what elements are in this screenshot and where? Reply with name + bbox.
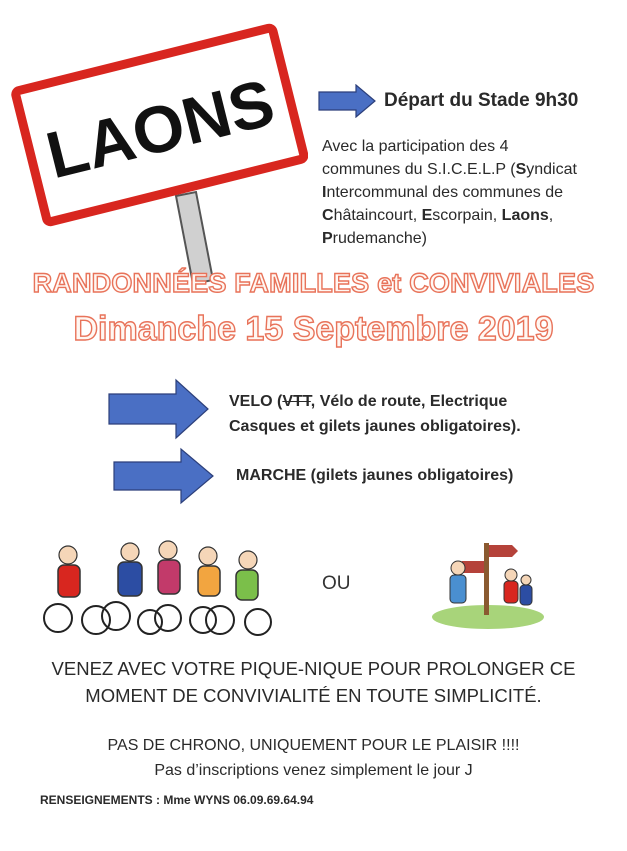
cyclists-illustration (38, 540, 278, 640)
bike-info: VELO (VTT, Vélo de route, Electrique Casques et gilets jaunes obligatoires). (229, 393, 521, 435)
departure-info: Départ du Stade 9h30 (384, 90, 579, 111)
arrow-right-icon (113, 447, 215, 505)
contact-info: RENSEIGNEMENTS : Mme WYNS 06.09.69.64.94 (40, 793, 314, 807)
event-date: Dimanche 15 Septembre 2019 (73, 310, 554, 348)
walk-info: MARCHE (gilets jaunes obligatoires) (236, 467, 514, 484)
picnic-message: VENEZ AVEC VOTRE PIQUE-NIQUE POUR PROLONGER CE MOMENT DE CONVIVIALITÉ EN TOUTE SIMPLICITÉ. (51, 658, 576, 706)
town-sign (8, 18, 308, 288)
event-title: RANDONNÉES FAMILLES et CONVIVIALES (32, 268, 595, 298)
walkers-illustration (430, 535, 545, 630)
arrow-right-icon (108, 378, 210, 440)
no-timing-message: PAS DE CHRONO, UNIQUEMENT POUR LE PLAISIR !!!! Pas d’inscriptions venez simplement le jour J (107, 737, 520, 779)
sign-text: LAONS (39, 64, 282, 193)
participation-text: Avec la participation des 4 communes du S.I.C.E.L.P (Syndicat Intercommunal des communes de Châtaincourt, Escorpain, Laons, Prudemanche) (322, 138, 577, 247)
or-text: OU (322, 573, 351, 594)
arrow-right-icon (318, 84, 376, 118)
